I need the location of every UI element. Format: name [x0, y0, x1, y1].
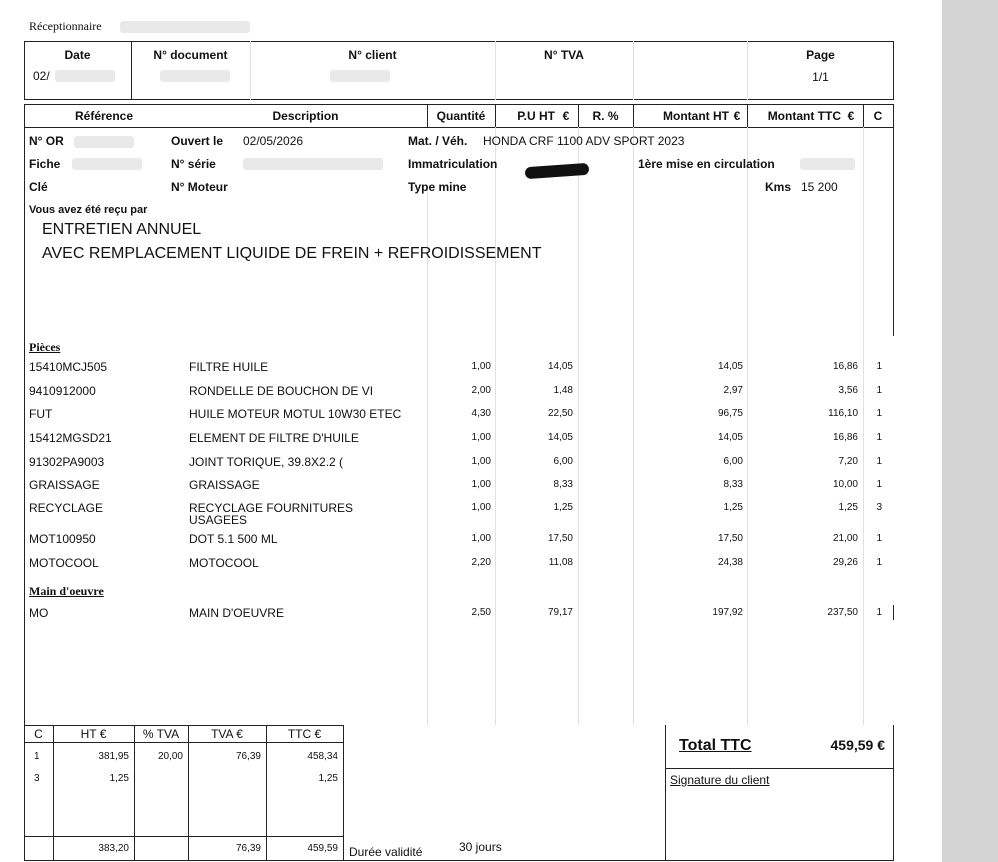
tax-total-cell: 383,20	[98, 843, 129, 854]
tax-header-ht: HT €	[80, 727, 107, 741]
tax-cell: 1,25	[109, 773, 129, 784]
col-ttc-euro: €	[847, 109, 855, 123]
piece-code: 1	[876, 385, 882, 396]
recu-par-label: Vous avez été reçu par	[29, 204, 148, 216]
col-reference: Référence	[74, 109, 134, 123]
piece-amount-ttc: 29,26	[832, 557, 858, 568]
col-c: C	[873, 109, 883, 123]
date-label: Date	[64, 48, 91, 62]
mise-label: 1ère mise en circulation	[638, 157, 775, 171]
right-gutter	[942, 0, 998, 862]
piece-amount-ht: 1,25	[723, 502, 743, 513]
labor-reference: MO	[29, 606, 49, 620]
serie-label: N° série	[171, 157, 216, 171]
piece-unit-price: 1,25	[553, 502, 573, 513]
pieces-section-title: Pièces	[29, 340, 61, 354]
tax-header-tva: TVA €	[211, 727, 243, 741]
piece-unit-price: 14,05	[547, 432, 573, 443]
col-description: Description	[272, 109, 339, 123]
piece-quantity: 4,30	[471, 408, 491, 419]
labor-amount-ht: 197,92	[712, 607, 743, 618]
piece-quantity: 2,20	[471, 557, 491, 568]
tax-cell: 3	[34, 773, 40, 784]
col-ht-euro: €	[733, 109, 741, 123]
signature-label: Signature du client	[670, 773, 770, 787]
piece-quantity: 1,00	[471, 361, 491, 372]
tax-cell: 20,00	[157, 751, 183, 762]
piece-reference: FUT	[29, 407, 53, 421]
serie-redacted	[243, 158, 383, 170]
labor-code: 1	[876, 607, 882, 618]
piece-amount-ttc: 116,10	[828, 408, 858, 419]
cle-label: Clé	[29, 180, 48, 194]
mat-value: HONDA CRF 1100 ADV SPORT 2023	[483, 134, 685, 148]
piece-amount-ht: 6,00	[723, 456, 743, 467]
piece-description: GRAISSAGE	[189, 478, 260, 492]
piece-unit-price: 11,08	[548, 557, 573, 568]
piece-description: RONDELLE DE BOUCHON DE VI	[189, 384, 374, 398]
labor-amount-ttc: 237,50	[827, 607, 858, 618]
receptionist-label: Réceptionnaire	[29, 19, 102, 33]
piece-reference: 91302PA9003	[29, 455, 105, 469]
piece-description: FILTRE HUILE	[189, 360, 269, 374]
piece-amount-ttc: 3,56	[838, 385, 858, 396]
piece-code: 1	[876, 479, 882, 490]
piece-unit-price: 22,50	[547, 408, 573, 419]
piece-amount-ttc: 21,00	[832, 533, 858, 544]
col-pu-ht: P.U HT	[517, 109, 555, 123]
piece-reference: GRAISSAGE	[29, 478, 100, 492]
tax-cell: 1	[34, 751, 40, 762]
date-value: 02/	[33, 69, 50, 83]
page-value: 1/1	[812, 70, 829, 84]
piece-description: JOINT TORIQUE, 39.8X2.2 (	[189, 455, 344, 469]
labor-quantity: 2,50	[471, 607, 491, 618]
tax-header-c: C	[34, 727, 43, 741]
piece-quantity: 1,00	[471, 502, 491, 513]
piece-quantity: 1,00	[471, 533, 491, 544]
page-label: Page	[806, 48, 835, 62]
document-number-label: N° document	[153, 48, 228, 62]
work-line-1: ENTRETIEN ANNUEL	[42, 221, 202, 238]
piece-amount-ht: 17,50	[717, 533, 743, 544]
piece-reference: 15410MCJ505	[29, 360, 108, 374]
piece-quantity: 1,00	[471, 432, 491, 443]
validity-value: 30 jours	[459, 840, 502, 854]
col-montant-ttc: Montant TTC	[767, 109, 841, 123]
piece-quantity: 1,00	[471, 479, 491, 490]
piece-description: HUILE MOTEUR MOTUL 10W30 ETEC	[189, 407, 402, 421]
col-remise: R. %	[592, 109, 619, 123]
mise-redacted	[800, 158, 855, 170]
piece-unit-price: 17,50	[547, 533, 573, 544]
piece-unit-price: 1,48	[553, 385, 573, 396]
piece-code: 1	[876, 557, 882, 568]
piece-unit-price: 8,33	[553, 479, 573, 490]
date-redacted	[55, 70, 115, 82]
piece-amount-ht: 96,75	[717, 408, 743, 419]
piece-code: 1	[876, 361, 882, 372]
mat-label: Mat. / Véh.	[408, 134, 468, 148]
piece-code: 1	[876, 456, 882, 467]
piece-description: RECYCLAGE FOURNITURES	[189, 501, 354, 515]
piece-description: ELEMENT DE FILTRE D'HUILE	[189, 431, 359, 445]
piece-code: 1	[876, 408, 882, 419]
fiche-redacted	[72, 158, 142, 170]
col-montant-ht: Montant HT	[663, 109, 729, 123]
type-mine-label: Type mine	[408, 180, 467, 194]
piece-quantity: 1,00	[471, 456, 491, 467]
tax-cell: 1,25	[318, 773, 338, 784]
piece-unit-price: 6,00	[553, 456, 573, 467]
total-ttc-label: Total TTC	[679, 737, 752, 754]
kms-label: Kms	[765, 180, 792, 194]
client-number-redacted	[330, 70, 390, 82]
tax-cell: 458,34	[307, 751, 338, 762]
piece-amount-ht: 2,97	[723, 385, 743, 396]
piece-quantity: 2,00	[471, 385, 491, 396]
work-line-2: AVEC REMPLACEMENT LIQUIDE DE FREIN + REFROIDISSEMENT	[42, 245, 542, 262]
moteur-label: N° Moteur	[171, 180, 228, 194]
tax-total-cell: 76,39	[235, 843, 261, 854]
labor-section-title: Main d'oeuvre	[29, 584, 104, 598]
piece-reference: 9410912000	[29, 384, 96, 398]
piece-amount-ttc: 16,86	[832, 432, 858, 443]
kms-value: 15 200	[801, 180, 838, 194]
piece-amount-ttc: 7,20	[838, 456, 858, 467]
client-number-label: N° client	[348, 48, 397, 62]
tax-header-pct-tva: % TVA	[142, 727, 180, 741]
tax-header-ttc: TTC €	[287, 727, 322, 741]
or-redacted	[74, 136, 134, 148]
col-pu-euro: €	[562, 109, 570, 123]
piece-amount-ttc: 1,25	[838, 502, 858, 513]
receptionist-name-redacted	[120, 21, 250, 33]
ouvert-value: 02/05/2026	[243, 134, 304, 148]
document-number-redacted	[160, 70, 230, 82]
piece-amount-ttc: 10,00	[832, 479, 858, 490]
tva-number-label: N° TVA	[544, 48, 584, 62]
piece-description: MOTOCOOL	[189, 556, 259, 570]
piece-amount-ht: 14,05	[717, 432, 743, 443]
piece-description: DOT 5.1 500 ML	[189, 532, 278, 546]
validity-label: Durée validité	[349, 845, 423, 859]
total-ttc-value: 459,59 €	[830, 737, 885, 753]
labor-description: MAIN D'OEUVRE	[189, 606, 284, 620]
tax-cell: 76,39	[235, 751, 261, 762]
piece-reference: MOT100950	[29, 532, 96, 546]
piece-amount-ht: 24,38	[717, 557, 743, 568]
ouvert-label: Ouvert le	[171, 134, 224, 148]
tax-cell: 381,95	[98, 751, 129, 762]
piece-code: 3	[876, 502, 882, 513]
labor-unit-price: 79,17	[547, 607, 573, 618]
piece-unit-price: 14,05	[547, 361, 573, 372]
piece-code: 1	[876, 533, 882, 544]
piece-reference: MOTOCOOL	[29, 556, 99, 570]
piece-code: 1	[876, 432, 882, 443]
piece-reference: 15412MGSD21	[29, 431, 112, 445]
fiche-label: Fiche	[29, 157, 61, 171]
immat-label: Immatriculation	[408, 157, 498, 171]
or-label: N° OR	[29, 134, 64, 148]
piece-description-cont: USAGEES	[189, 513, 248, 527]
piece-amount-ttc: 16,86	[832, 361, 858, 372]
piece-amount-ht: 8,33	[723, 479, 743, 490]
col-quantite: Quantité	[436, 109, 486, 123]
piece-reference: RECYCLAGE	[29, 501, 104, 515]
tax-total-cell: 459,59	[307, 843, 338, 854]
piece-amount-ht: 14,05	[717, 361, 743, 372]
